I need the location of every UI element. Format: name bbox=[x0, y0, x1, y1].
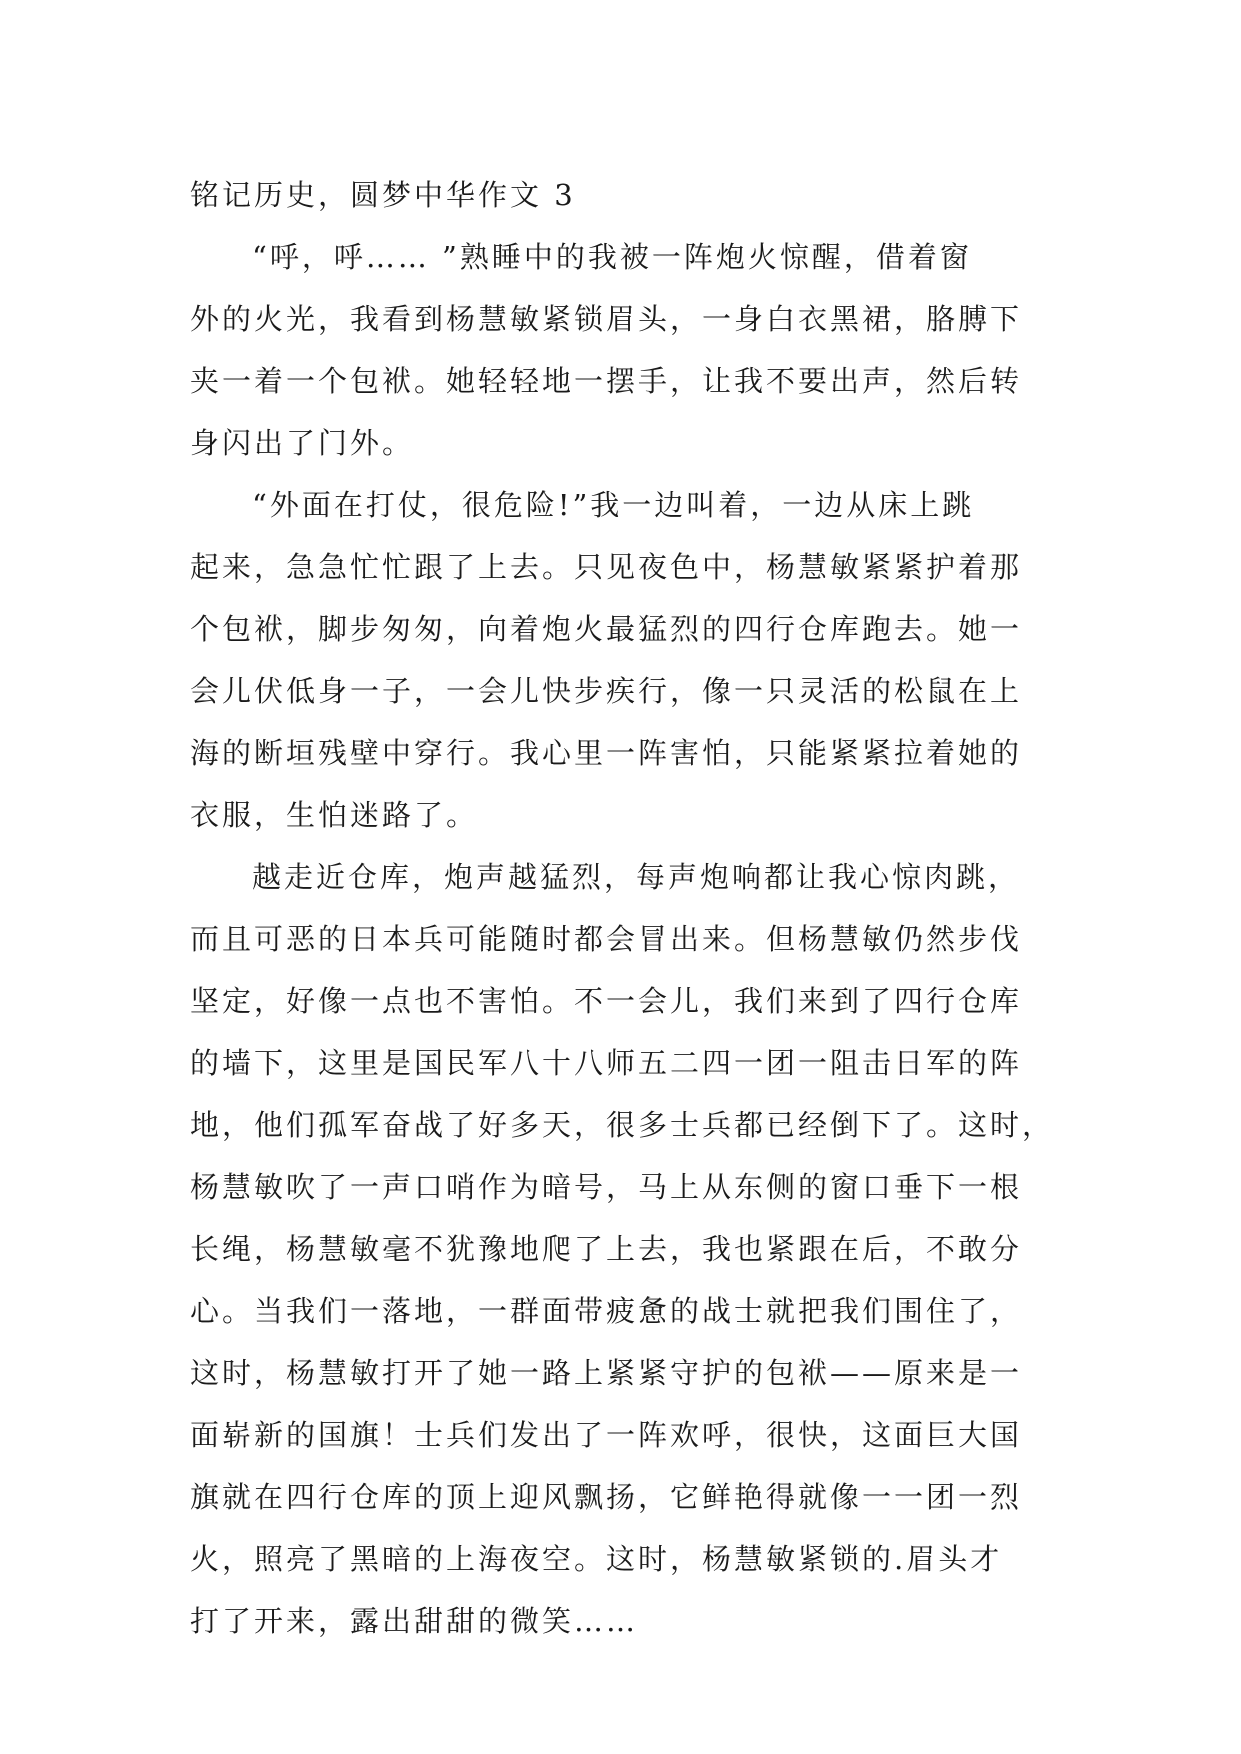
document-title: 铭记历史，圆梦中华作文 3 bbox=[190, 178, 576, 212]
document-body bbox=[190, 164, 1055, 1652]
paragraph-line: 长绳，杨慧敏毫不犹豫地爬了上去，我也紧跟在后，不敢分 bbox=[190, 1232, 1023, 1266]
paragraph-line: 杨慧敏吹了一声口哨作为暗号，马上从东侧的窗口垂下一根 bbox=[190, 1170, 1023, 1204]
paragraph-line: 个包袱，脚步匆匆，向着炮火最猛烈的四行仓库跑去。她一 bbox=[190, 612, 1023, 646]
paragraph-line: 火，照亮了黑暗的上海夜空。这时，杨慧敏紧锁的.眉头才 bbox=[190, 1542, 1003, 1576]
paragraph-line: 心。当我们一落地，一群面带疲惫的战士就把我们围住了， bbox=[190, 1294, 1023, 1328]
paragraph-line: “呼，呼…… ”熟睡中的我被一阵炮火惊醒，借着窗 bbox=[252, 240, 972, 274]
paragraph-line: 的墙下，这里是国民军八十八师五二四一团一阻击日军的阵 bbox=[190, 1046, 1023, 1080]
paragraph-2 bbox=[190, 474, 1052, 846]
paragraph-line: 打了开来，露出甜甜的微笑…… bbox=[190, 1604, 639, 1638]
paragraph-line: 越走近仓库，炮声越猛烈，每声炮响都让我心惊肉跳， bbox=[252, 860, 1021, 894]
paragraph-line: “外面在打仗，很危险!”我一边叫着，一边从床上跳 bbox=[252, 488, 975, 522]
paragraph-3 bbox=[190, 846, 1055, 1652]
paragraph-line: 衣服，生怕迷路了。 bbox=[190, 798, 479, 832]
paragraph-1 bbox=[190, 226, 1052, 474]
paragraph-line: 起来，急急忙忙跟了上去。只见夜色中，杨慧敏紧紧护着那 bbox=[190, 550, 1023, 584]
paragraph-line: 地，他们孤军奋战了好多天，很多士兵都已经倒下了。这时， bbox=[190, 1108, 1055, 1142]
paragraph-line: 身闪出了门外。 bbox=[190, 426, 415, 460]
paragraph-line: 会儿伏低身一子，一会儿快步疾行，像一只灵活的松鼠在上 bbox=[190, 674, 1023, 708]
paragraph-line: 这时，杨慧敏打开了她一路上紧紧守护的包袱——原来是一 bbox=[190, 1356, 1023, 1390]
paragraph-line: 坚定，好像一点也不害怕。不一会儿，我们来到了四行仓库 bbox=[190, 984, 1023, 1018]
paragraph-line: 海的断垣残壁中穿行。我心里一阵害怕，只能紧紧拉着她的 bbox=[190, 736, 1023, 770]
paragraph-line: 夹一着一个包袱。她轻轻地一摆手，让我不要出声，然后转 bbox=[190, 364, 1023, 398]
paragraph-line: 而且可恶的日本兵可能随时都会冒出来。但杨慧敏仍然步伐 bbox=[190, 922, 1023, 956]
paragraph-line: 外的火光，我看到杨慧敏紧锁眉头，一身白衣黑裙，胳膊下 bbox=[190, 302, 1023, 336]
paragraph-line: 旗就在四行仓库的顶上迎风飘扬，它鲜艳得就像一一团一烈 bbox=[190, 1480, 1023, 1514]
paragraph-line: 面崭新的国旗！士兵们发出了一阵欢呼，很快，这面巨大国 bbox=[190, 1418, 1023, 1452]
